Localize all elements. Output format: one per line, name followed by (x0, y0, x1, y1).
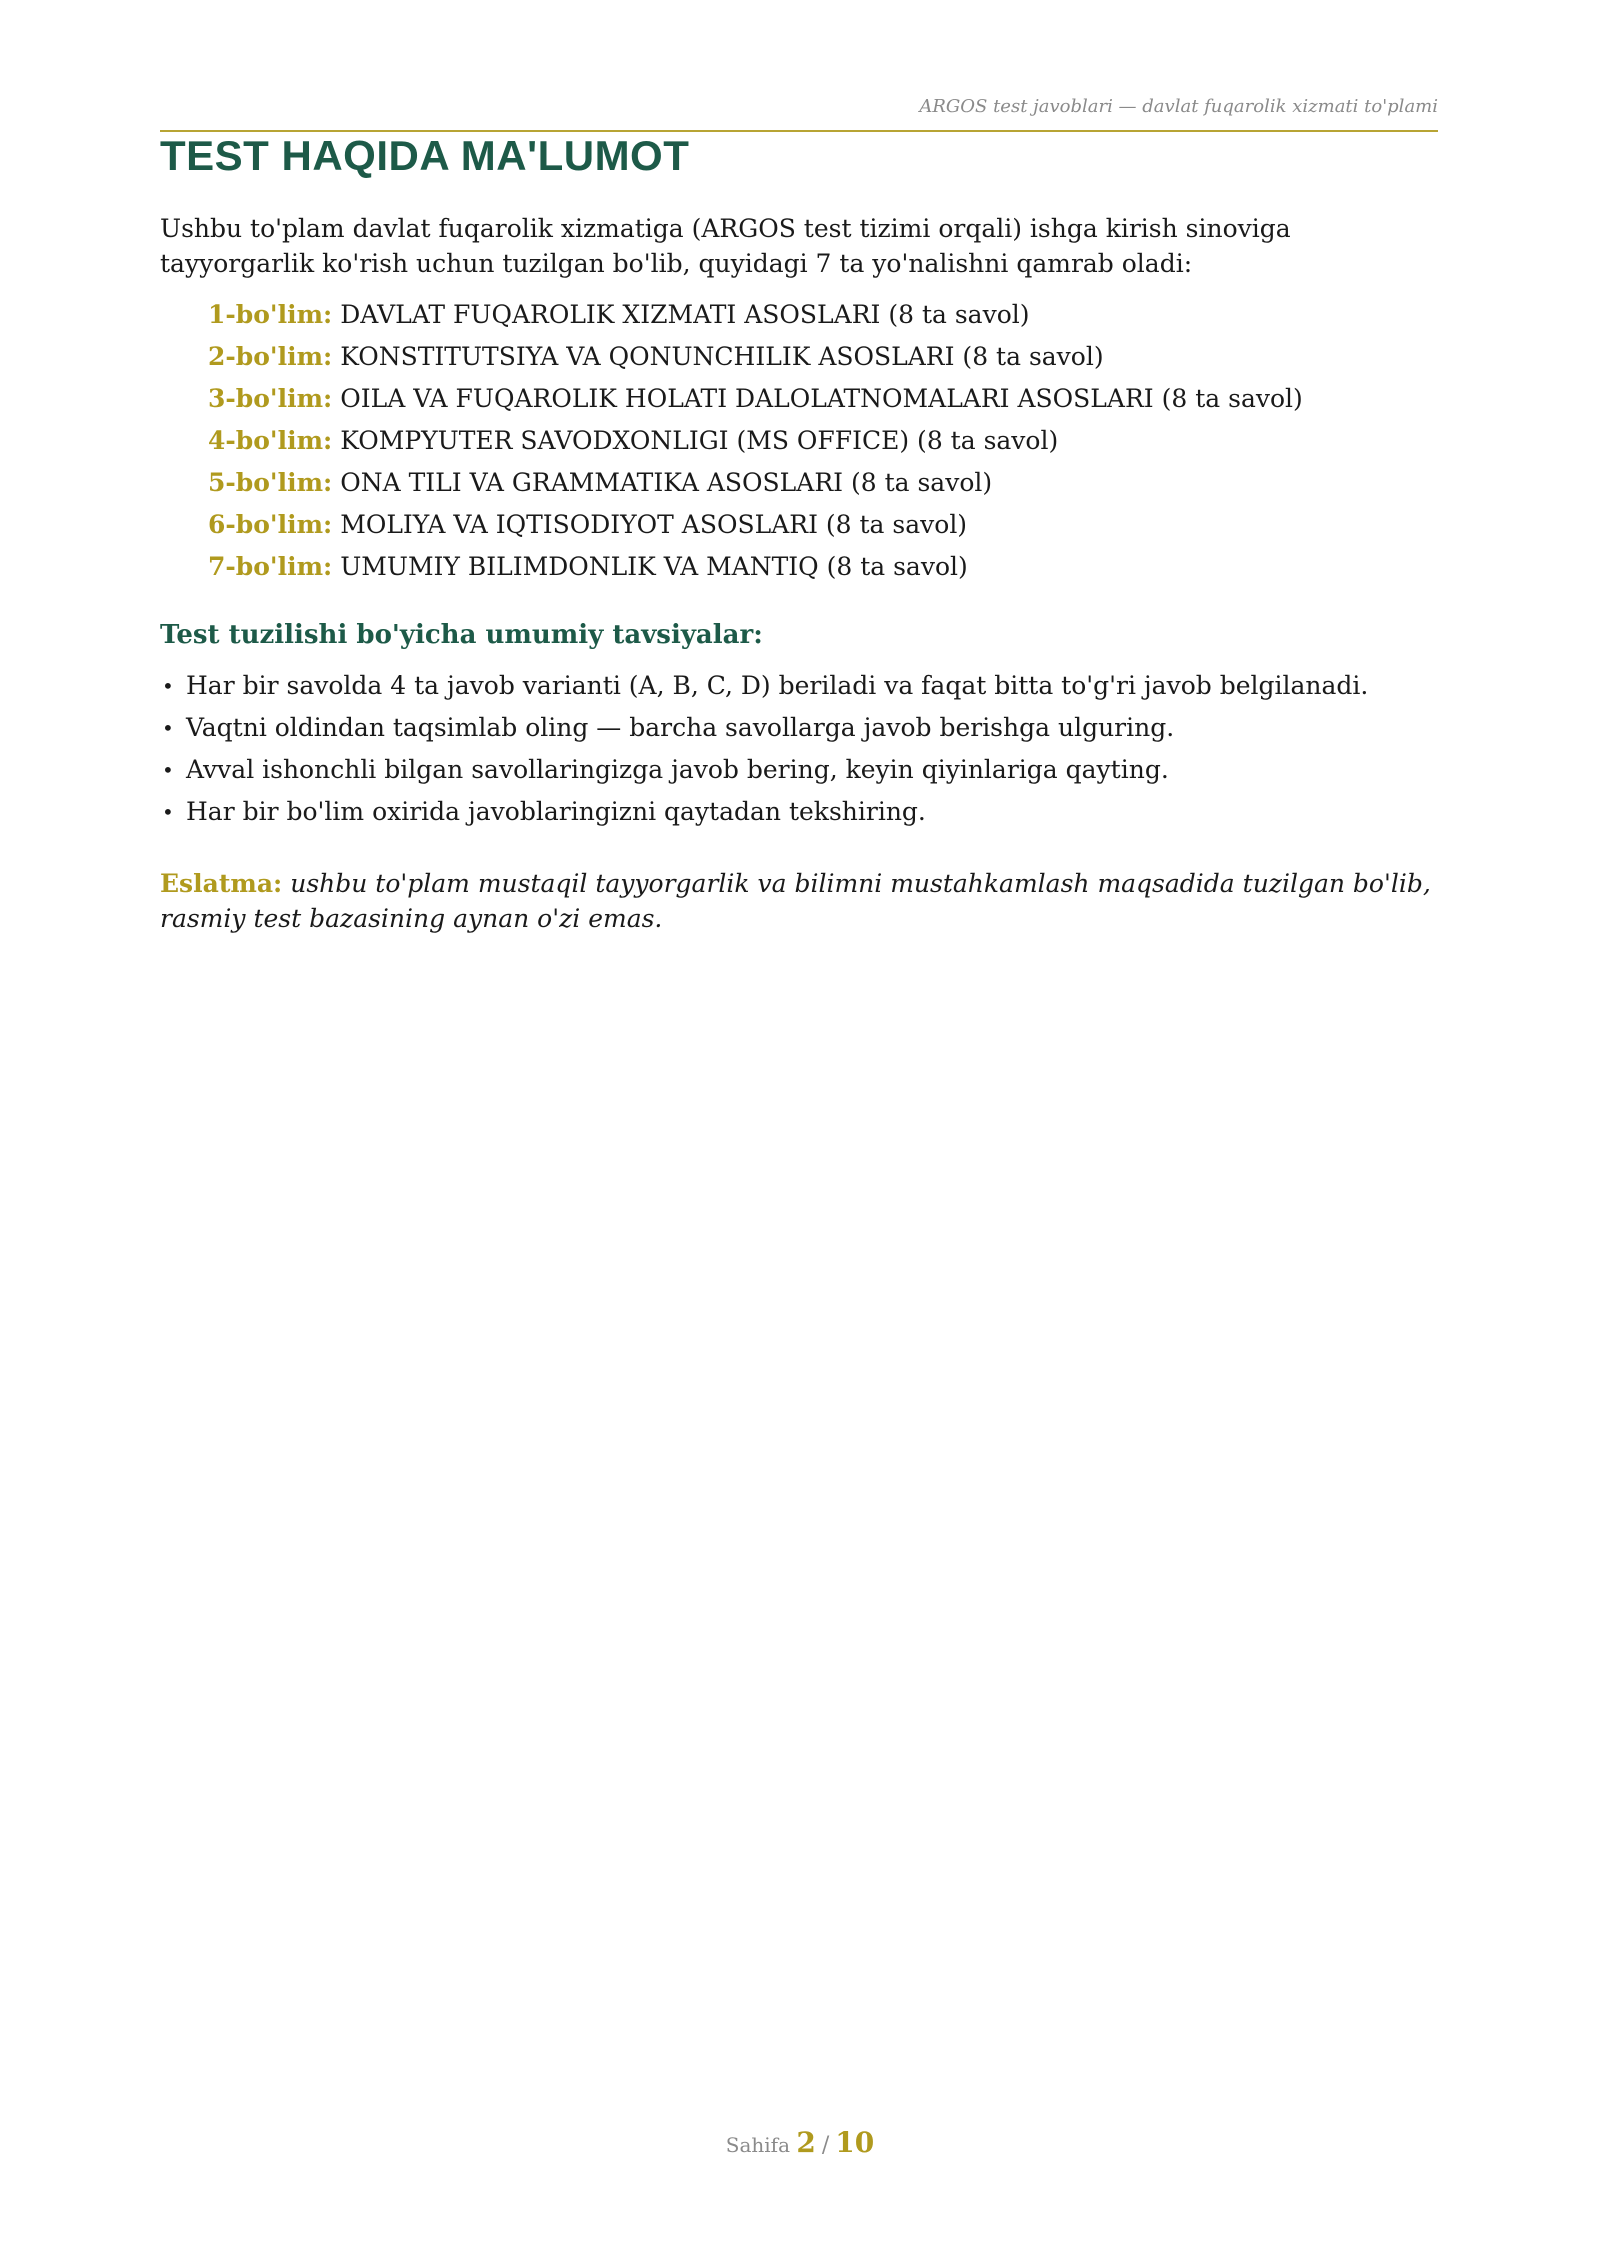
tips-heading: Test tuzilishi bo'yicha umumiy tavsiyalar: (160, 620, 763, 650)
tip-text: Vaqtni oldindan taqsimlab oling — barcha savollarga javob berishga ulguring. (186, 713, 1175, 742)
section-item (208, 420, 1303, 462)
section-text: MOLIYA VA IQTISODIYOT ASOSLARI (8 ta savol) (340, 510, 968, 539)
note-paragraph (160, 866, 1438, 936)
section-text: KONSTITUTSIYA VA QONUNCHILIK ASOSLARI (8 ta savol) (340, 342, 1104, 371)
total-pages: 10 (835, 2126, 875, 2159)
tip-text: Har bir bo'lim oxirida javoblaringizni qaytadan tekshiring. (186, 797, 926, 826)
intro-paragraph: Ushbu to'plam davlat fuqarolik xizmatiga (ARGOS test tizimi orqali) ishga kirish sinoviga tayyorgarlik ko'rish uchun tuzilgan bo'lib, quyidagi 7 ta yo'nalishni qamrab oladi: (160, 214, 1291, 278)
section-list (208, 294, 1303, 588)
page-prefix: Sahifa (725, 2133, 790, 2157)
bullet-icon: • (162, 758, 174, 782)
tip-item (160, 749, 1368, 791)
section-label: 6-bo'lim: (208, 510, 333, 539)
section-text: DAVLAT FUQAROLIK XIZMATI ASOSLARI (8 ta savol) (340, 300, 1030, 329)
section-label: 7-bo'lim: (208, 552, 333, 581)
tip-item (160, 707, 1368, 749)
section-label: 5-bo'lim: (208, 468, 333, 497)
section-text: OILA VA FUQAROLIK HOLATI DALOLATNOMALARI ASOSLARI (8 ta savol) (340, 384, 1303, 413)
running-header: ARGOS test javoblari — davlat fuqarolik xizmati to'plami (919, 96, 1438, 117)
tip-text: Avval ishonchli bilgan savollaringizga javob bering, keyin qiyinlariga qayting. (186, 755, 1169, 784)
bullet-icon: • (162, 800, 174, 824)
page-footer (0, 2126, 1600, 2159)
page-separator: / (821, 2133, 830, 2158)
bullet-icon: • (162, 674, 174, 698)
section-item (208, 462, 1303, 504)
tip-text: Har bir savolda 4 ta javob varianti (A, B, C, D) beriladi va faqat bitta to'g'ri javob belgilanadi. (186, 671, 1369, 700)
section-item (208, 504, 1303, 546)
bullet-icon: • (162, 716, 174, 740)
section-label: 2-bo'lim: (208, 342, 333, 371)
section-text: UMUMIY BILIMDONLIK VA MANTIQ (8 ta savol) (340, 552, 968, 581)
section-item (208, 546, 1303, 588)
note-text: ushbu to'plam mustaqil tayyorgarlik va bilimni mustahkamlash maqsadida tuzilgan bo'lib, rasmiy test bazasining aynan o'zi emas. (160, 869, 1431, 933)
section-text: ONA TILI VA GRAMMATIKA ASOSLARI (8 ta savol) (340, 468, 993, 497)
page-title: TEST HAQIDA MA'LUMOT (160, 132, 690, 179)
note-label: Eslatma: (160, 869, 283, 898)
current-page-number: 2 (796, 2126, 816, 2159)
tip-item (160, 791, 1368, 833)
section-item (208, 294, 1303, 336)
tips-list (160, 665, 1368, 833)
section-label: 4-bo'lim: (208, 426, 333, 455)
section-label: 3-bo'lim: (208, 384, 333, 413)
section-item (208, 336, 1303, 378)
section-label: 1-bo'lim: (208, 300, 333, 329)
section-item (208, 378, 1303, 420)
section-text: KOMPYUTER SAVODXONLIGI (MS OFFICE) (8 ta savol) (340, 426, 1059, 455)
tip-item (160, 665, 1368, 707)
